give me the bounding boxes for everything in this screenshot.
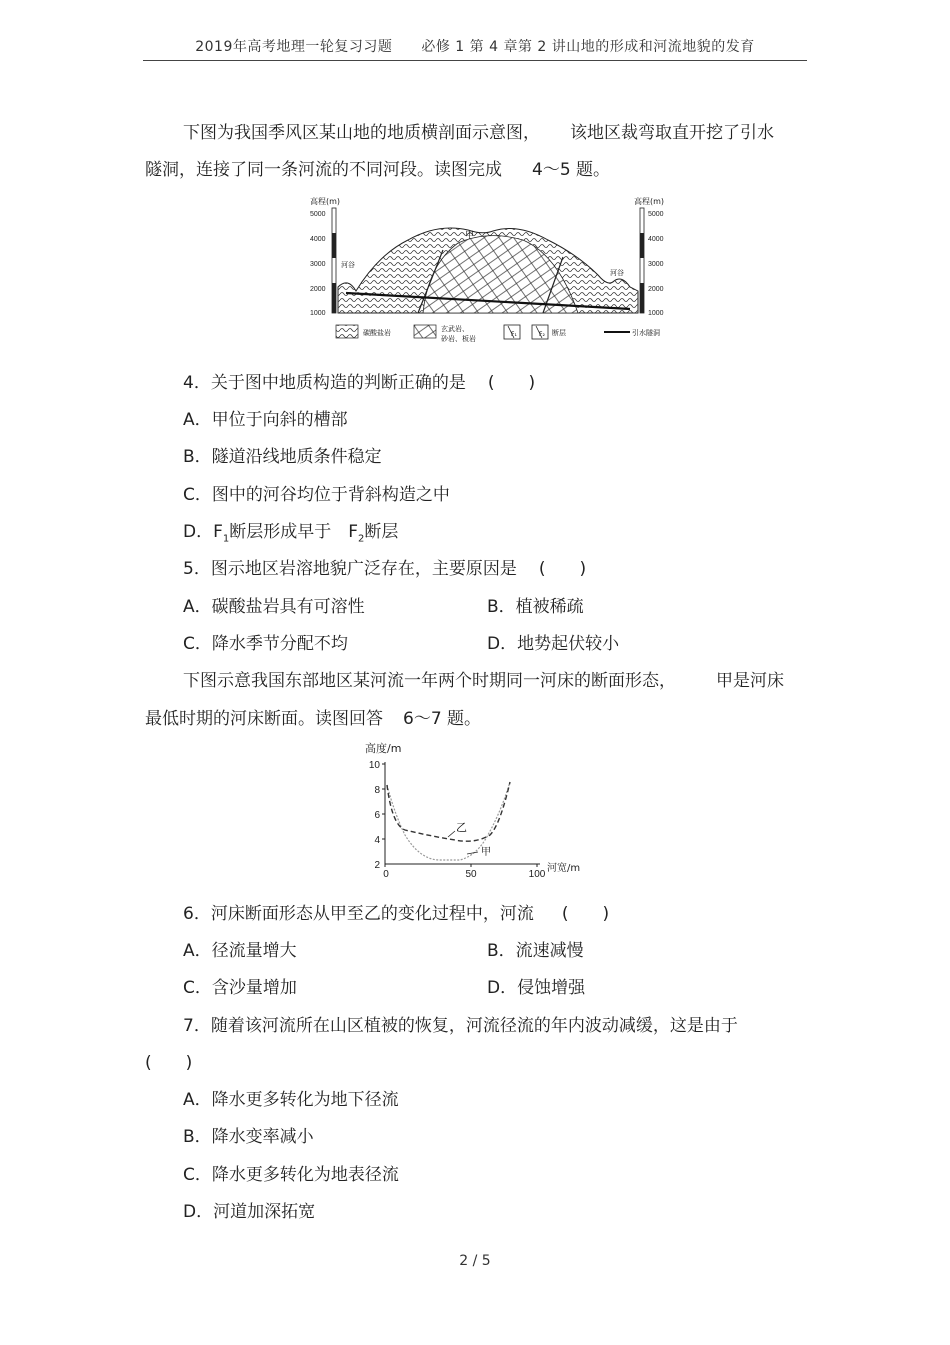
page-header: 2019年高考地理一轮复习习题 必修 1 第 4 章第 2 讲山地的形成和河流地貌的发育 bbox=[143, 36, 807, 61]
q7-option-c: C．降水更多转化为地表径流 bbox=[183, 1165, 399, 1185]
intro2-text-b: 甲是河床 bbox=[716, 671, 784, 691]
q5-option-c: C．降水季节分配不均 bbox=[183, 634, 348, 654]
q6-answer-paren: ( ) bbox=[561, 904, 610, 924]
fig2-ytick-8: 8 bbox=[374, 785, 380, 796]
intro1-text-b: 该地区裁弯取直开挖了引水 bbox=[570, 123, 774, 143]
page-number: 2 / 5 bbox=[459, 1253, 491, 1269]
fig1-tick-left-5000: 5000 bbox=[310, 211, 326, 218]
fig1-tick-right-4000: 4000 bbox=[648, 236, 664, 243]
q4-stem: 4．关于图中地质构造的判断正确的是 bbox=[183, 373, 466, 393]
legend-basalt-swatch bbox=[414, 325, 436, 338]
fig2-ylabel: 高度/m bbox=[365, 742, 402, 755]
q4-stem-line bbox=[183, 368, 535, 393]
fig1-axis-title-left: 高程(m) bbox=[310, 197, 341, 206]
intro2-text-a: 下图示意我国东部地区某河流一年两个时期同一河床的断面形态， bbox=[183, 671, 676, 691]
intro1-text-c: 隧洞，连接了同一条河流的不同河段。读图完成 bbox=[145, 160, 502, 180]
q4-answer-paren: ( ) bbox=[487, 373, 536, 393]
fig2-xtick-50: 50 bbox=[465, 869, 477, 878]
river-bed-profile-figure bbox=[360, 740, 592, 878]
legend-basalt-label-2: 砂岩、板岩 bbox=[441, 335, 476, 343]
intro1-text-a: 下图为我国季风区某山地的地质横剖面示意图， bbox=[183, 123, 540, 143]
q4-option-d-sub1: 1 bbox=[222, 533, 230, 545]
fig1-tick-left-1000: 1000 bbox=[310, 310, 326, 317]
q5-stem: 5．图示地区岩溶地貌广泛存在，主要原因是 bbox=[183, 559, 517, 579]
fig2-xtick-100: 100 bbox=[528, 869, 546, 878]
q4-option-d-sub2: 2 bbox=[358, 533, 365, 545]
fig1-tick-left-2000: 2000 bbox=[310, 286, 326, 293]
fig2-xtick-0: 0 bbox=[383, 869, 389, 878]
q6-stem-line bbox=[183, 899, 609, 924]
fig1-tick-left-3000: 3000 bbox=[310, 261, 326, 268]
q7-option-b: B．降水变率减小 bbox=[183, 1127, 314, 1147]
q4-option-a: A．甲位于向斜的槽部 bbox=[183, 410, 348, 430]
fig1-axis-title-right: 高程(m) bbox=[634, 197, 665, 206]
fig1-tick-right-2000: 2000 bbox=[648, 286, 664, 293]
q4-option-d-text3: 断层 bbox=[364, 522, 399, 542]
fig2-ytick-2: 2 bbox=[374, 860, 380, 871]
intro2-text-c: 最低时期的河床断面。读图回答 bbox=[145, 709, 383, 729]
q7-stem: 7．随着该河流所在山区植被的恢复，河流径流的年内波动减缓，这是由于 bbox=[183, 1016, 738, 1036]
q5-option-d: D．地势起伏较小 bbox=[487, 634, 620, 654]
q6-option-b: B．流速减慢 bbox=[487, 941, 584, 961]
fig2-label-jia: 甲 bbox=[481, 847, 491, 858]
legend-carbonate-label: 碳酸盐岩 bbox=[363, 329, 391, 337]
q6-option-c: C．含沙量增加 bbox=[183, 978, 297, 998]
q5-option-b: B．植被稀疏 bbox=[487, 597, 584, 617]
fig2-ytick-6: 6 bbox=[374, 810, 380, 821]
intro2-line2 bbox=[145, 704, 481, 729]
q4-option-d-text2: 断层形成早于 F bbox=[229, 522, 359, 542]
q4-option-d-text1: D．F bbox=[183, 522, 223, 542]
legend-fault-label: 断层 bbox=[552, 329, 566, 337]
q7-option-a: A．降水更多转化为地下径流 bbox=[183, 1090, 399, 1110]
geological-cross-section-figure bbox=[308, 195, 670, 345]
q4-option-d bbox=[183, 517, 398, 544]
fig2-ytick-10: 10 bbox=[368, 760, 380, 771]
fig1-tick-right-1000: 1000 bbox=[648, 310, 664, 317]
q6-option-d: D．侵蚀增强 bbox=[487, 978, 586, 998]
q5-stem-line bbox=[183, 554, 586, 579]
intro1-line1 bbox=[183, 118, 774, 143]
q5-option-a: A．碳酸盐岩具有可溶性 bbox=[183, 597, 365, 617]
curve-jia bbox=[387, 782, 510, 860]
fig2-ytick-4: 4 bbox=[374, 835, 380, 846]
fig1-label-river-right: 河谷 bbox=[610, 269, 624, 277]
intro2-line1 bbox=[183, 666, 784, 691]
q7-option-d: D．河道加深拓宽 bbox=[183, 1202, 316, 1222]
q5-answer-paren: ( ) bbox=[538, 559, 587, 579]
q4-option-b: B．隧道沿线地质条件稳定 bbox=[183, 447, 382, 467]
q6-stem: 6．河床断面形态从甲至乙的变化过程中，河流 bbox=[183, 904, 534, 924]
q7-answer-paren: ( ) bbox=[145, 1053, 193, 1073]
fig1-tick-right-3000: 3000 bbox=[648, 261, 664, 268]
intro2-text-d: 6～7 题。 bbox=[403, 709, 482, 729]
q4-option-c: C．图中的河谷均位于背斜构造之中 bbox=[183, 485, 450, 505]
fig1-label-river-left: 河谷 bbox=[341, 261, 355, 269]
curve-yi bbox=[387, 782, 510, 841]
legend-tunnel-label: 引水隧洞 bbox=[632, 329, 660, 337]
fig1-tick-right-5000: 5000 bbox=[648, 211, 664, 218]
intro1-text-d: 4～5 题。 bbox=[532, 160, 611, 180]
intro1-line2 bbox=[145, 155, 610, 180]
q6-option-a: A．径流量增大 bbox=[183, 941, 297, 961]
legend-f2-label: F₂ bbox=[539, 331, 545, 338]
fig1-label-jia: 甲 bbox=[465, 231, 475, 241]
fig2-xlabel: 河宽/m bbox=[547, 863, 581, 874]
legend-carbonate-swatch bbox=[336, 325, 358, 338]
legend-basalt-label: 玄武岩、 bbox=[441, 325, 469, 333]
fig1-tick-left-4000: 4000 bbox=[310, 236, 326, 243]
legend-f1-label: F₁ bbox=[511, 331, 517, 338]
fig2-label-yi: 乙 bbox=[456, 821, 467, 834]
